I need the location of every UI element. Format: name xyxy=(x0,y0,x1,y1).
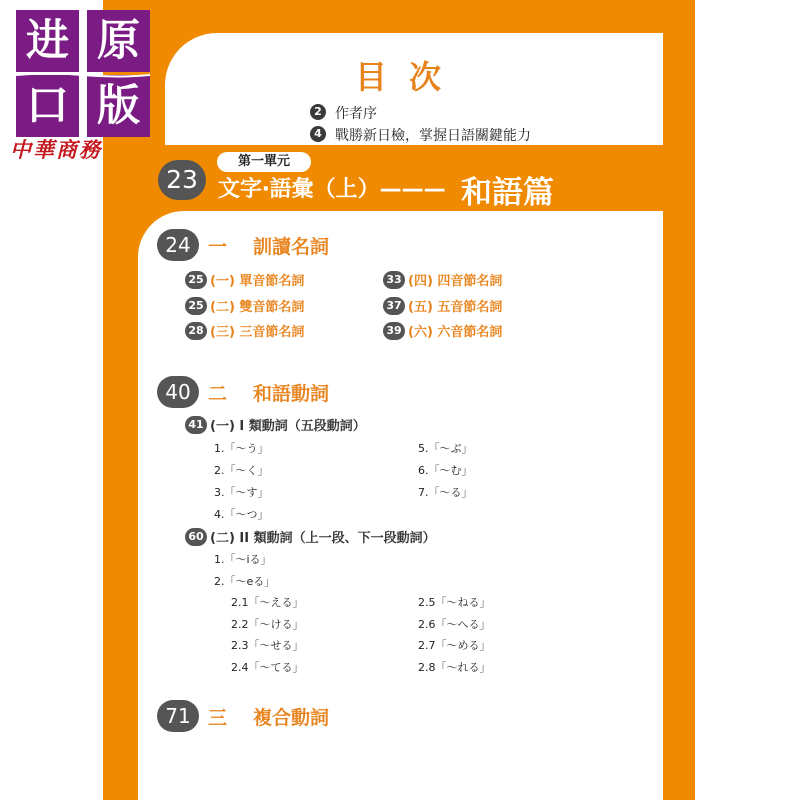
subitem-label: (三) 三音節名詞 xyxy=(210,325,305,340)
subitem-label: (一) 單音節名詞 xyxy=(210,274,305,289)
logo-char: 进 xyxy=(16,10,79,72)
section-numeral: 二 xyxy=(208,383,228,405)
section-heading[interactable] xyxy=(208,232,329,259)
list-item: 2.「～eる」 xyxy=(214,575,276,588)
list-item: 1.「～iる」 xyxy=(214,553,272,566)
section-page-badge: 71 xyxy=(157,700,199,732)
subitem-label: (四) 四音節名詞 xyxy=(408,274,503,289)
section-title: 訓讀名詞 xyxy=(253,236,330,258)
page-badge: 4 xyxy=(310,126,326,142)
list-item: 7.「～る」 xyxy=(418,486,473,499)
page-badge: 39 xyxy=(383,322,405,340)
toc-subitem[interactable] xyxy=(185,270,304,289)
list-item: 2.5「～ねる」 xyxy=(418,596,491,609)
section-title: 和語動詞 xyxy=(253,383,330,405)
page-badge: 28 xyxy=(185,322,207,340)
toc-title: 目次 xyxy=(355,58,464,96)
toc-subitem[interactable] xyxy=(185,527,436,546)
section-heading[interactable] xyxy=(208,379,329,406)
section-page-badge: 24 xyxy=(157,229,199,261)
unit-label: 第一單元 xyxy=(217,152,311,172)
list-item: 5.「～ぶ」 xyxy=(418,442,473,455)
toc-entry-intro[interactable]: 戰勝新日檢，掌握日語關鍵能力 xyxy=(335,128,531,144)
toc-subitem[interactable] xyxy=(383,296,502,315)
logo-char: 版 xyxy=(87,75,150,137)
list-item: 2.8「～れる」 xyxy=(418,661,491,674)
page-badge: 2 xyxy=(310,104,326,120)
toc-subitem[interactable] xyxy=(185,321,304,340)
list-item: 2.4「～てる」 xyxy=(231,661,304,674)
page-badge: 33 xyxy=(383,271,405,289)
list-item: 2.6「～へる」 xyxy=(418,618,491,631)
toc-subitem[interactable] xyxy=(383,321,502,340)
unit-page-badge: 23 xyxy=(158,160,206,200)
publisher-name: 中華商務 xyxy=(10,137,102,162)
subitem-label: (一) I 類動詞（五段動詞） xyxy=(210,419,366,434)
section-title: 複合動詞 xyxy=(253,707,330,729)
unit-subtitle: 文字‧語彙（上）——— xyxy=(218,177,446,202)
toc-entry-preface[interactable]: 作者序 xyxy=(335,106,377,122)
list-item: 2.7「～める」 xyxy=(418,639,491,652)
section-page-badge: 40 xyxy=(157,376,199,408)
page-badge: 37 xyxy=(383,297,405,315)
subitem-label: (六) 六音節名詞 xyxy=(408,325,503,340)
list-item: 1.「～う」 xyxy=(214,442,269,455)
logo-divider xyxy=(16,72,150,78)
subitem-label: (二) 雙音節名詞 xyxy=(210,300,305,315)
page-badge: 25 xyxy=(185,271,207,289)
list-item: 2.1「～える」 xyxy=(231,596,304,609)
section-numeral: 三 xyxy=(208,707,228,729)
page-badge: 25 xyxy=(185,297,207,315)
logo-char: 口 xyxy=(16,75,79,137)
list-item: 3.「～す」 xyxy=(214,486,269,499)
list-item: 2.2「～ける」 xyxy=(231,618,304,631)
subitem-label: (五) 五音節名詞 xyxy=(408,300,503,315)
toc-subitem[interactable] xyxy=(185,415,366,434)
list-item: 4.「～つ」 xyxy=(214,508,269,521)
toc-subitem[interactable] xyxy=(383,270,502,289)
page-badge: 60 xyxy=(185,528,207,546)
logo-char: 原 xyxy=(87,10,150,72)
list-item: 6.「～む」 xyxy=(418,464,473,477)
section-numeral: 一 xyxy=(208,236,228,258)
list-item: 2.3「～せる」 xyxy=(231,639,304,652)
subitem-label: (二) II 類動詞（上一段、下一段動詞） xyxy=(210,531,436,546)
toc-subitem[interactable] xyxy=(185,296,304,315)
list-item: 2.「～く」 xyxy=(214,464,269,477)
page-badge: 41 xyxy=(185,416,207,434)
unit-title[interactable]: 和語篇 xyxy=(461,175,554,211)
section-heading[interactable] xyxy=(208,703,329,730)
